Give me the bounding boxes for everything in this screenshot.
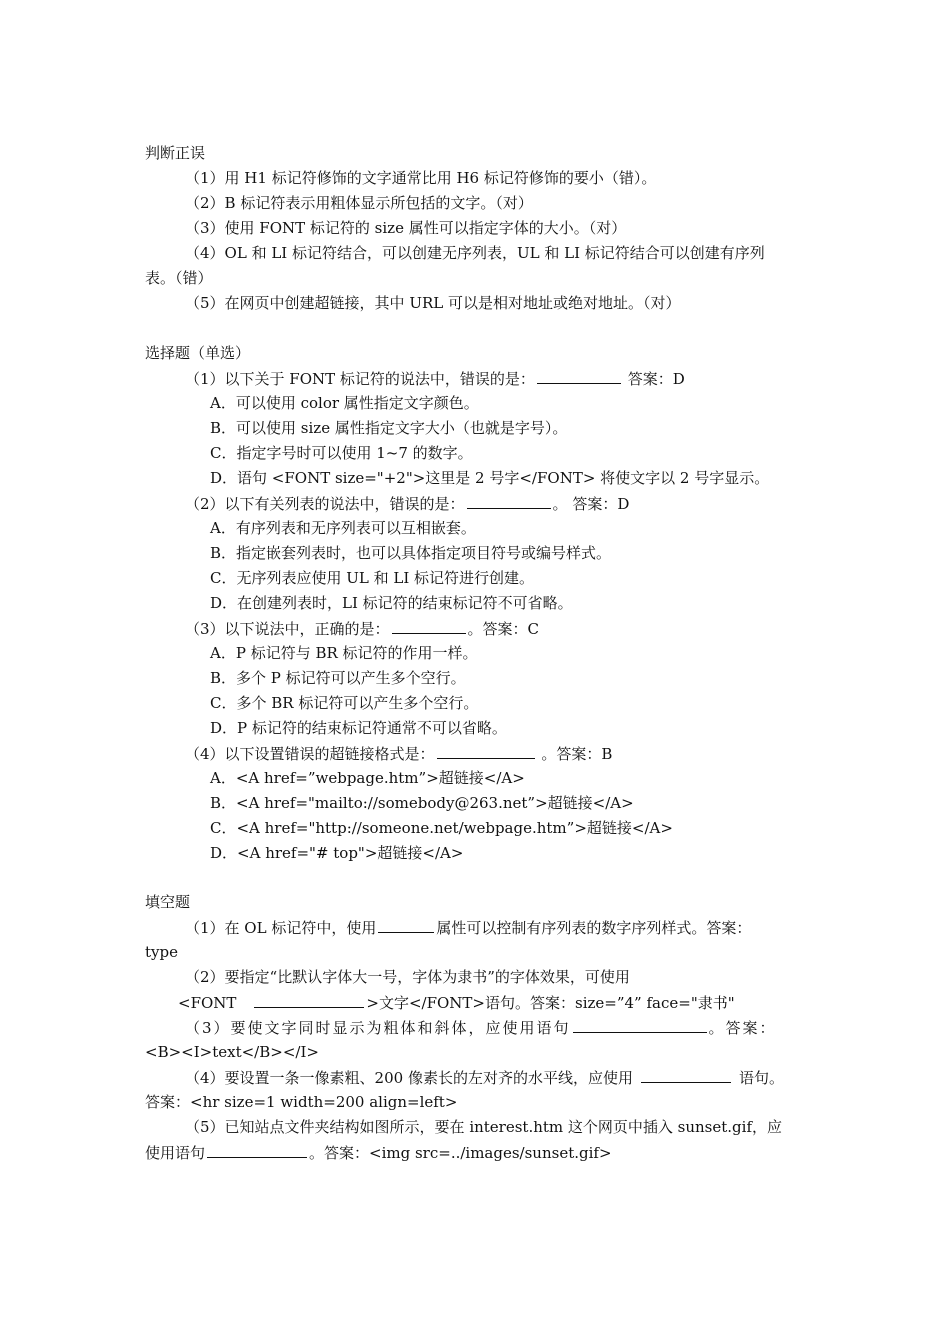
answer-blank xyxy=(641,1067,731,1083)
fill-question-1-answer: type xyxy=(145,943,178,961)
fill-q3-text-b: 。答案： xyxy=(708,1019,777,1037)
answer-blank xyxy=(467,493,551,509)
fill-question-3-answer: <B><I>text</B></I> xyxy=(145,1043,319,1061)
fill-question-4 xyxy=(185,1067,810,1088)
answer-blank xyxy=(378,917,434,933)
fill-q2-text-b: >文字</FONT>语句。答案：size=”4” face="隶书" xyxy=(366,994,735,1012)
mc-q1-option-a: A．可以使用 color 属性指定文字颜色。 xyxy=(210,394,479,412)
fill-q3-text-a: （3）要使文字同时显示为粗体和斜体，应使用语句 xyxy=(185,1019,571,1037)
mc-q2-answer: 。 答案：D xyxy=(552,495,630,513)
mc-q2-option-a: A．有序列表和无序列表可以互相嵌套。 xyxy=(210,519,476,537)
fill-question-3 xyxy=(185,1017,810,1038)
fill-question-1 xyxy=(185,917,810,938)
mc-q3-option-a: A．P 标记符与 BR 标记符的作用一样。 xyxy=(210,644,478,662)
mc-q1-option-d: D．语句 <FONT size="+2">这里是 2 号字</FONT> 将使文字以 2 号字显示。 xyxy=(210,469,770,487)
mc-q3-option-d: D．P 标记符的结束标记符通常不可以省略。 xyxy=(210,719,507,737)
tf-question-5: （5）在网页中创建超链接，其中 URL 可以是相对地址或绝对地址。（对） xyxy=(185,294,681,312)
mc-q4-answer: 。答案：B xyxy=(536,745,613,763)
mc-question-3 xyxy=(185,618,850,639)
mc-question-2 xyxy=(185,493,850,514)
mc-q2-option-d: D．在创建列表时，LI 标记符的结束标记符不可省略。 xyxy=(210,594,573,612)
mc-q2-stem: （2）以下有关列表的说法中，错误的是： xyxy=(185,495,465,513)
fill-question-2: （2）要指定“比默认字体大一号，字体为隶书”的字体效果，可使用 xyxy=(185,968,630,986)
mc-q3-option-b: B．多个 P 标记符可以产生多个空行。 xyxy=(210,669,466,687)
mc-q4-option-d: D．<A href="# top">超链接</A> xyxy=(210,844,464,862)
tf-question-4: （4）OL 和 LI 标记符结合，可以创建无序列表，UL 和 LI 标记符结合可以创建有序列 xyxy=(185,244,765,262)
mc-question-4 xyxy=(185,743,850,764)
mc-q1-answer: 答案：D xyxy=(622,370,685,388)
answer-blank xyxy=(392,618,466,634)
mc-q1-stem: （1）以下关于 FONT 标记符的说法中，错误的是： xyxy=(185,370,535,388)
tf-question-2: （2）B 标记符表示用粗体显示所包括的文字。（对） xyxy=(185,194,533,212)
mc-heading: 选择题（单选） xyxy=(145,344,251,362)
mc-q1-option-b: B．可以使用 size 属性指定文字大小（也就是字号）。 xyxy=(210,419,568,437)
mc-q3-option-c: C．多个 BR 标记符可以产生多个空行。 xyxy=(210,694,479,712)
answer-blank xyxy=(437,743,535,759)
answer-blank xyxy=(573,1017,707,1033)
mc-q1-option-c: C．指定字号时可以使用 1~7 的数字。 xyxy=(210,444,473,462)
fill-q2-text-a: <FONT xyxy=(178,994,237,1012)
mc-q3-answer: 。答案：C xyxy=(467,620,540,638)
answer-blank xyxy=(207,1142,307,1158)
fill-q5-text-b: 。答案：<img src=../images/sunset.gif> xyxy=(309,1144,612,1162)
fill-question-5: （5）已知站点文件夹结构如图所示，要在 interest.htm 这个网页中插入 sunset.gif，应 xyxy=(185,1118,783,1136)
fill-q1-text-b: 属性可以控制有序列表的数字序列样式。答案： xyxy=(436,919,752,937)
tf-question-1: （1）用 H1 标记符修饰的文字通常比用 H6 标记符修饰的要小（错）。 xyxy=(185,169,657,187)
tf-question-4-cont: 表。（错） xyxy=(145,269,213,287)
tf-heading: 判断正误 xyxy=(145,144,206,162)
mc-q2-option-c: C．无序列表应使用 UL 和 LI 标记符进行创建。 xyxy=(210,569,535,587)
fill-q4-text-b: 语句。 xyxy=(738,1069,784,1087)
answer-blank xyxy=(254,992,364,1008)
fill-question-2-cont xyxy=(178,992,843,1013)
tf-question-3: （3）使用 FONT 标记符的 size 属性可以指定字体的大小。（对） xyxy=(185,219,627,237)
answer-blank xyxy=(537,368,621,384)
mc-q4-option-b: B．<A href="mailto://somebody@263.net”>超链接</A> xyxy=(210,794,634,812)
fill-q1-text-a: （1）在 OL 标记符中，使用 xyxy=(185,919,377,937)
fill-question-4-answer: 答案：<hr size=1 width=200 align=left> xyxy=(145,1093,458,1111)
mc-q2-option-b: B．指定嵌套列表时，也可以具体指定项目符号或编号样式。 xyxy=(210,544,612,562)
mc-q4-option-c: C．<A href="http://someone.net/webpage.htm”>超链接</A> xyxy=(210,819,673,837)
mc-q4-stem: （4）以下设置错误的超链接格式是： xyxy=(185,745,435,763)
fill-q4-text-a: （4）要设置一条一像素粗、200 像素长的左对齐的水平线，应使用 xyxy=(185,1069,633,1087)
fill-q5-text-a: 使用语句 xyxy=(145,1144,206,1162)
fill-heading: 填空题 xyxy=(145,893,191,911)
fill-question-5-cont xyxy=(145,1142,810,1163)
mc-q4-option-a: A．<A href=”webpage.htm”>超链接</A> xyxy=(210,769,525,787)
mc-q3-stem: （3）以下说法中，正确的是： xyxy=(185,620,390,638)
mc-question-1 xyxy=(185,368,850,389)
